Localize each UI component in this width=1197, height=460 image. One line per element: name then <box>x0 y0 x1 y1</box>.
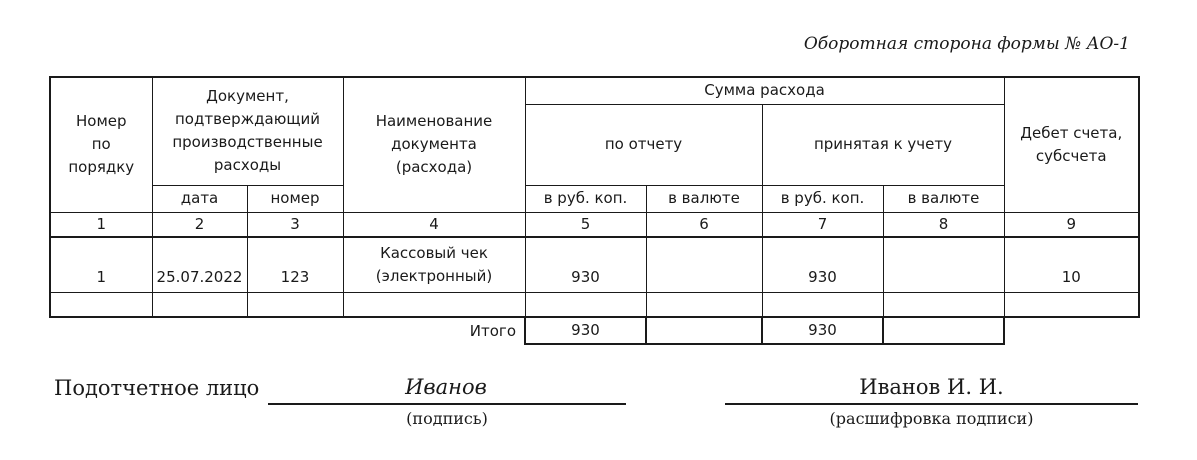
row-cell <box>247 292 343 317</box>
header-sum-group: Сумма расхода <box>525 77 1004 104</box>
header-per-report: по отчету <box>525 104 762 185</box>
total-rub-2: 930 <box>762 317 883 344</box>
header-rub-1: в руб. коп. <box>525 185 646 212</box>
col-number: 6 <box>646 212 762 237</box>
table-row <box>50 292 1139 317</box>
row-doc-date: 25.07.2022 <box>152 237 247 292</box>
row-doc-name: Кассовый чек (электронный) <box>343 237 525 292</box>
row-doc-number: 123 <box>247 237 343 292</box>
table-row <box>50 237 1139 292</box>
total-cur-2 <box>883 317 1004 344</box>
signature-label: Подотчетное лицо <box>54 376 260 400</box>
header-doc-date: дата <box>152 185 247 212</box>
col-number: 8 <box>883 212 1004 237</box>
header-doc-group: Документ, подтверждающий производственные расходы <box>152 77 343 185</box>
row-num: 1 <box>50 237 152 292</box>
row-debit: 10 <box>1004 237 1139 292</box>
row-cell <box>50 292 152 317</box>
printed-name: Иванов И. И. <box>859 375 1004 399</box>
row-rub-2: 930 <box>762 237 883 292</box>
form-title: Оборотная сторона формы № АО-1 <box>803 34 1130 54</box>
header-doc-name: Наименование документа (расхода) <box>343 77 525 212</box>
row-cell <box>646 292 762 317</box>
header-rub-2: в руб. коп. <box>762 185 883 212</box>
col-number: 5 <box>525 212 646 237</box>
row-cell <box>762 292 883 317</box>
col-number: 7 <box>762 212 883 237</box>
header-doc-number: номер <box>247 185 343 212</box>
header-cur-2: в валюте <box>883 185 1004 212</box>
row-cell <box>343 292 525 317</box>
total-label: Итого <box>469 321 516 340</box>
total-rub-1: 930 <box>525 317 646 344</box>
row-cell <box>883 292 1004 317</box>
row-cell <box>1004 292 1139 317</box>
col-number: 2 <box>152 212 247 237</box>
name-line <box>725 403 1138 405</box>
header-cur-1: в валюте <box>646 185 762 212</box>
name-caption: (расшифровка подписи) <box>829 409 1034 428</box>
row-cur-2 <box>883 237 1004 292</box>
header-accepted: принятая к учету <box>762 104 1004 185</box>
total-cur-1 <box>646 317 762 344</box>
signature-caption: (подпись) <box>406 409 488 428</box>
total-row <box>50 317 1139 344</box>
row-cur-1 <box>646 237 762 292</box>
signature-handwritten: Иванов <box>405 375 487 399</box>
col-number: 3 <box>247 212 343 237</box>
row-cell <box>525 292 646 317</box>
col-number: 9 <box>1004 212 1139 237</box>
header-num: Номер по порядку <box>50 77 152 212</box>
col-number: 4 <box>343 212 525 237</box>
col-number: 1 <box>50 212 152 237</box>
header-debit: Дебет счета, субсчета <box>1004 77 1139 212</box>
row-rub-1: 930 <box>525 237 646 292</box>
row-cell <box>152 292 247 317</box>
signature-line <box>268 403 626 405</box>
expense-table <box>49 76 1140 345</box>
